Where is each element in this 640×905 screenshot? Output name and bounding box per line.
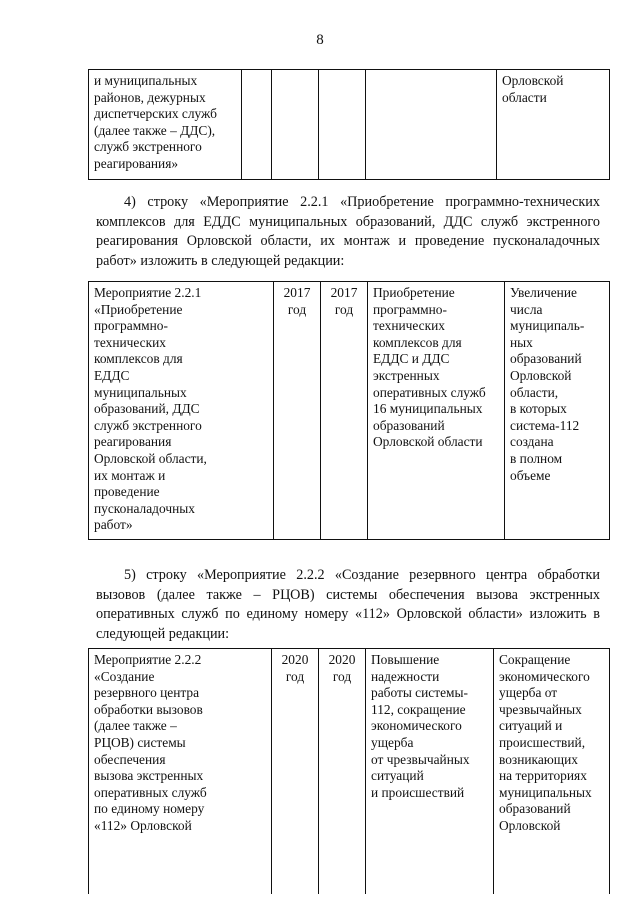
cell-effect: Орловской области — [497, 70, 610, 180]
cell-end — [319, 70, 366, 180]
cell-start: 2017 год — [274, 282, 321, 540]
paragraph-item-4: 4) строку «Мероприятие 2.2.1 «Приобретение программно-технических комплексов для ЕДДС муниципальных образований, ДДС служб экстренного реагирования Орловской области, их монтаж и проведение пусконаладочных работ» изложить в следующей редакции: — [96, 194, 600, 269]
table-measure-2-2-2 — [88, 648, 610, 894]
cell-name: Мероприятие 2.2.1 «Приобретение программно- технических комплексов для ЕДДС муниципальных образований, ДДС служб экстренного реагирования Орловской области, их монтаж и проведение пусконаладочных работ» — [89, 282, 274, 540]
table-continuation — [88, 69, 610, 180]
cell-result: Повышение надежности работы системы- 112, сокращение экономического ущерба от чрезвычайных ситуаций и происшествий — [366, 649, 494, 895]
cell-start — [272, 70, 319, 180]
cell-end: 2020 год — [319, 649, 366, 895]
table-row — [89, 70, 610, 180]
table-measure-2-2-1 — [88, 281, 610, 540]
cell-name: Мероприятие 2.2.2 «Создание резервного центра обработки вызовов (далее также – РЦОВ) системы обеспечения вызова экстренных оперативных служб по единому номеру «112» Орловской — [89, 649, 272, 895]
cell-end: 2017 год — [321, 282, 368, 540]
cell-result — [366, 70, 497, 180]
cell-effect: Сокращение экономического ущерба от чрезвычайных ситуаций и происшествий, возникающих на территориях муниципальных образований Орловской — [494, 649, 610, 895]
cell-start: 2020 год — [272, 649, 319, 895]
table-row — [89, 649, 610, 895]
paragraph-item-5: 5) строку «Мероприятие 2.2.2 «Создание резервного центра обработки вызовов (далее также – РЦОВ) системы обеспечения вызова экстренных оперативных служб по единому номеру «112» Орловской области» изложить в следующей редакции: — [96, 567, 600, 642]
cell-result: Приобретение программно- технических комплексов для ЕДДС и ДДС экстренных оперативных служб 16 муниципальных образований Орловской области — [368, 282, 505, 540]
page-number: 8 — [316, 32, 324, 48]
cell-effect: Увеличение числа муниципаль- ных образований Орловской области, в которых система-112 создана в полном объеме — [505, 282, 610, 540]
cell-executor — [242, 70, 272, 180]
cell-name: и муниципальных районов, дежурных диспетчерских служб (далее также – ДДС), служб экстренного реагирования» — [89, 70, 242, 180]
table-row — [89, 282, 610, 540]
